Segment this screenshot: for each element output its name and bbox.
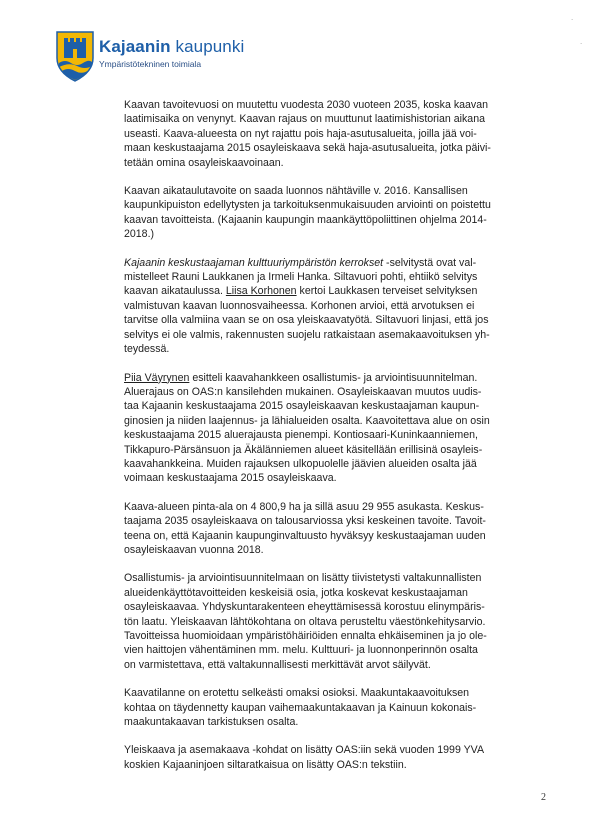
page-number: 2 [541,792,546,803]
paragraph-text: Kaavan tavoitevuosi on muutettu vuodesta 2030 vuoteen 2035, koska kaavan laatimisaika on venynyt. Kaavan rajaus on muuttunut laatimishistorian aikana useasti. Kaava-alueesta on nyt rajattu pois haja-asutusalueita, joilla jää voi- maan keskustaajama 2015 osayleiskaava sekä haja-asutusalueita, jotka päivi- tetään omina osayleiskaavoinaan. [124,99,491,169]
paragraph-text: kertoi Laukkasen terveiset selvityksen valmistuvan kaavan luonnosvaiheessa. Korhonen arvioi, että arvotuksen ei tarvitse olla valmiina vaan se on osa yleiskaavatyötä. Siltavuori linjasi, että jos selvitys ei ole valmis, rakennusten suojelu ratkaistaan asemakaavoituksen yh- teydessä. [124,285,490,356]
paragraph-text: esitteli kaavahankkeen osallistumis- ja arviointisuunnitelman. Aluerajaus on OAS:n kansilehden mukainen. Osayleiskaavan muutos uudis- taa Kajaanin keskustaajama 2015 osayleiskaavan keskustaajaman kaupun- ginosien ja niiden laajennus- ja lähialueiden osalta. Kaavoitettava alue on osin keskustaajama 2015 aluerajausta pienempi. Kontiosaari-Kuninkaanniemen, Tikkapuro-Pärsänsuon ja Äkälänniemen alueet käsitellään erillisinä osayleis- kaavahankkeina. Muiden rajauksen ulkopuolelle jäävien alueiden osalta jää voimaan keskustaajama 2015 osayleiskaava. [124,371,490,485]
paragraph-text: -selvitystä ovat val- mistelleet Rauni Laukkanen ja Irmeli Hanka. Siltavuori pohti, ehtiikö selvitys kaavan aikataulussa. [124,256,478,298]
document-body [124,98,556,786]
paragraph-text: Kaavan aikataulutavoite on saada luonnos nähtäville v. 2016. Kansallisen kaupunkipuiston edellytysten ja tarkoituksenmukaisuuden arviointi on poistettu kaavan tavoitteista. (Kajaanin kaupungin maankäyttöpoliittinen ohjelma 2014- 2018.) [124,185,491,241]
brand-name [99,37,244,57]
department-subtitle: Ympäristötekninen toimiala [99,58,202,69]
body-paragraph [124,98,556,170]
brand-name-regular: kaupunki [170,36,245,56]
paragraph-text: Kaava-alueen pinta-ala on 4 800,9 ha ja sillä asuu 29 955 asukasta. Keskus- taajama 2035 osayleiskaava on talousarviossa yksi keskeinen tavoite. Tavoit- teena on, että Kajaanin kaupunginvaltuusto hyväksyy keskustaajaman uuden osayleiskaavan vuonna 2018. [124,500,486,556]
scan-mark: · [580,40,583,48]
letterhead [55,30,244,82]
document-title-reference: Kajaanin keskustaajaman kulttuuriympäristön kerrokset [124,256,384,269]
brand-name-bold: Kajaanin [99,36,171,56]
body-paragraph [124,571,556,672]
body-paragraph [124,500,556,558]
body-paragraph [124,371,556,486]
scan-mark: · [571,16,574,24]
body-paragraph [124,686,556,729]
paragraph-text: Kaavatilanne on erotettu selkeästi omaksi osioksi. Maakuntakaavoituksen kohtaa on täydennetty kaupan vaihemaakuntakaavan ja Kainuun kokonais- maakuntakaavan tarkistuksen osalta. [124,687,477,729]
paragraph-text: Yleiskaava ja asemakaava -kohdat on lisätty OAS:iin sekä vuoden 1999 YVA koskien Kajaaninjoen siltaratkaisua on lisätty OAS:n tekstiin. [124,744,485,771]
body-paragraph [124,743,556,772]
kajaani-coat-of-arms-icon [55,30,95,82]
body-paragraph [124,184,556,242]
body-paragraph [124,256,556,357]
person-name: Liisa Korhonen [225,285,297,298]
brand-block [99,37,244,70]
paragraph-text: Osallistumis- ja arviointisuunnitelmaan on lisätty tiivistetysti valtakunnallisten alueidenkäyttötavoitteiden keskeisiä osia, jotka koskevat keskustaajaman osayleiskaavaa. Yhdyskuntarakenteen eheyttämisessä korostuu elinympäris- tön laatu. Yleiskaavan lähtökohtana on oltava perusteltu väestönkehitysarvio. Tavoitteissa huomioidaan ympäristöhäiriöiden ennalta ehkäiseminen ja jo ole- vien haittojen vähentäminen mm. melu. Kulttuuri- ja luonnonperinnön osalta on varmistettava, että valtakunnallisesti merkittävät arvot säilyvät. [124,572,487,671]
person-name: Piia Väyrynen [124,371,190,384]
